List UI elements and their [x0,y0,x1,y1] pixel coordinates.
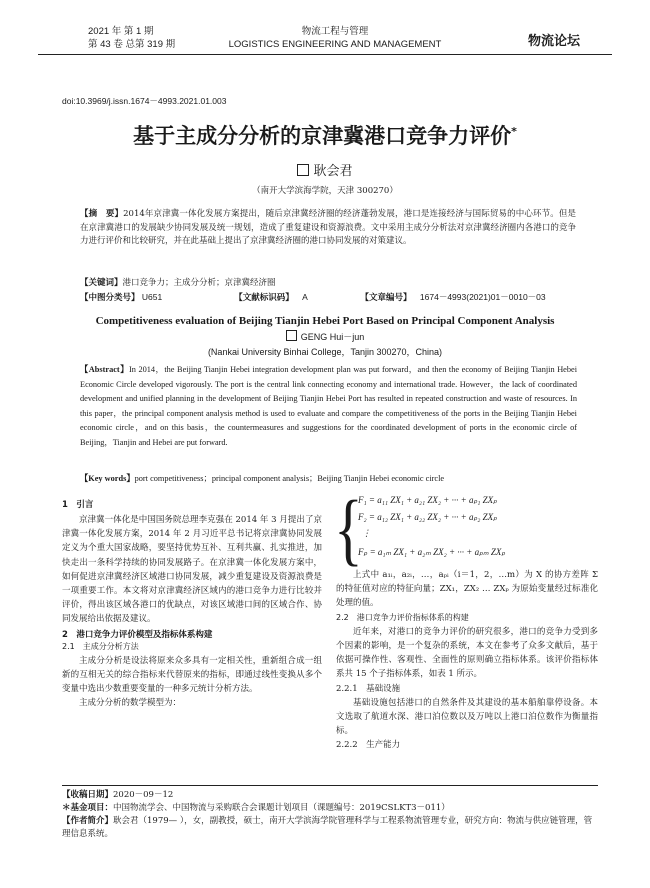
paper-title-en: Competitiveness evaluation of Beijing Tianjin Hebei Port Based on Principal Component Analysis [95,315,555,327]
abstract-cn [80,208,576,249]
paper-title-cn [0,120,650,150]
journal-name-cn: 物流工程与管理 [301,26,369,37]
section-2-1-model-intro: 主成分分析的数学模型为： [79,698,182,709]
received-label: 【收稿日期】 [62,790,114,800]
author-bio-label: 【作者简介】 [62,816,114,826]
section-2-2-1-title: 2.2.1 基础设施 [336,683,401,694]
keywords-cn [80,276,576,290]
author-en [0,330,650,343]
abstract-en-text: In 2014，the Beijing Tianjin Hebei integration development plan was put forward，and then the economy of Beijing Tianjin Hebei Economic Circle developed vigorously. The port is the central link connecting economy and international trade. However，the lack of coordinated development and unified planning in the development of Beijing Tianjin Hebei Port has resulted in repeated construction and waste of resources. In this paper，the principal component analysis method is used to evaluate and compare the competitiveness of the ports in the Beijing Tianjin Hebei economic circle，and on this basis，the countermeasures and suggestions for the coordinated development of ports in the economic circle of Beijing，Tianjin and Hebei are put forward. [80,365,578,447]
equation-dots: ⋮ [362,528,371,538]
journal-volume-number: 第 43 卷 总第 319 期 [88,39,176,50]
header-rule [38,54,612,55]
paper-title-text: 基于主成分分析的京津冀港口竞争力评价 [133,124,512,148]
affiliation-cn: （南开大学滨海学院，天津 300270） [252,186,398,196]
keywords-en [80,472,577,486]
received-value: 2020－09－12 [113,790,174,800]
footnotes [62,789,598,841]
section-2-1-paragraph: 主成分分析是设法将原来众多具有一定相关性，重新组合成一组新的互相无关的综合指标来代替原来的指标，即通过线性变换从多个变量中选出少数重要变量的一种多元统计分析方法。 [62,655,322,695]
classification-line [80,291,580,304]
article-no-label: 【文章编号】 [360,292,412,302]
equation-explanation: 上式中 a₁ᵢ，a₂ᵢ，…，aₚᵢ（i＝1，2，…m）为 X 的协方差阵 Σ 的特征值对应的特征向量；ZX₁，ZX₂ … ZXₚ 为原始变量经过标准化处理的值。 [336,570,598,609]
abstract-cn-text: 2014年京津冀一体化发展方案提出，随后京津冀经济圈的经济蓬勃发展，港口是连接经济与国际贸易的中心环节。但是在京津冀港口的发展缺少协同发展及统一规划，造成了重复建设和资源浪费。文中采用主成分分析法对京津冀经济圈内各港口的竞争力进行评价和比较研究，并在此基础上提出了京津冀经济圈的港口协同发展的对策建议。 [80,209,576,247]
keywords-en-text: port competitiveness；principal component analysis；Beijing Tianjin Hebei economic circle [134,474,445,483]
author-name-en: GENG Hui－jun [300,332,365,342]
keywords-cn-text: 港口竞争力；主成分分析；京津冀经济圈 [122,278,276,288]
section-1-paragraph: 京津冀一体化是中国国务院总理李克强在 2014 年 3 月提出了京津冀一体化发展方案，2014 年 2 月习近平总书记将京津冀协同发展定义为个重大国家战略，要坚持优势互补、互利共赢、扎实推进，加快走出一条科学持续的协同发展路子。在京津冀一体化发展方案中，如何促进京津冀经济区域港口协同发展，减少重复建设及资源浪费是一项重要工作。本文将对京津冀经济区域内的港口竞争力进行比较并评价，得出该区域各港口的优缺点，对该区域港口间的区域合作、协同发展给出依据及建议。 [62,515,322,625]
abstract-cn-label: 【摘 要】 [80,209,124,219]
clc-value: U651 [141,292,163,302]
section-2-2-1-paragraph: 基础设施包括港口的自然条件及其建设的基本船舶靠停设备。本文选取了航道水深、港口泊位数以及万吨以上港口泊位数作为衡量指标。 [336,697,598,737]
author-bio [62,815,598,841]
author-cn [0,160,650,179]
keywords-cn-label: 【关键词】 [80,278,123,288]
equation-brace: { [334,483,363,574]
author-name-cn: 耿会君 [313,164,353,179]
clc-label: 【中图分类号】 [80,292,140,302]
author-bio-value: 耿会君（1979— ），女，副教授，硕士，南开大学滨海学院管理科学与工程系物流管理专业，研究方向：物流与供应链管理，管理信息系统。 [62,816,593,839]
article-no-value: 1674－4993(2021)01－0010－03 [419,292,546,302]
right-column [334,483,598,753]
doc-code-label: 【文献标识码】 [234,292,294,302]
column-name: 物流论坛 [528,34,581,49]
section-2-1-title: 2.1 主成分分析方法 [62,641,139,651]
title-footnote-mark: * [511,125,517,138]
abstract-en [80,363,577,451]
journal-year-issue: 2021 年 第 1 期 [88,26,154,37]
section-2-2-2-title: 2.2.2 生产能力 [336,740,401,751]
section-2-title: 2 港口竞争力评价模型及指标体系构建 [62,629,213,640]
doc-code-value: A [302,292,308,302]
section-2-2-paragraph: 近年来，对港口的竞争力评价的研究很多，港口的竞争力受到多个因素的影响，是一个复杂的系统，本文在参考了众多文献后，基于依据可操作性、客观性、全面性的原则确立指标体系。该评价指标体系共 15 个子指标体系，如表 1 所示。 [336,626,598,680]
pca-equation-system [334,483,598,574]
section-2-2-title: 2.2 港口竞争力评价指标体系的构建 [336,612,469,622]
equation-1: F₁ = a₁₁ ZX₁ + a₂₁ ZX₂ + ··· + aₚ₁ ZXₚ [358,495,498,505]
abstract-en-label: 【Abstract】 [80,365,129,374]
fund-info [62,802,598,815]
fund-label: ＊基金项目： [62,803,114,813]
author-en-box-icon [286,330,297,341]
equation-3: Fₚ = a₁ₘ ZX₁ + a₂ₘ ZX₂ + ··· + aₚₘ ZXₚ [358,547,506,557]
fund-value: 中国物流学会、中国物流与采购联合会课题计划项目（课题编号：2019CSLKT3－011） [113,803,450,813]
doi: doi:10.3969/j.issn.1674－4993.2021.01.003 [62,96,227,106]
keywords-en-label: 【Key words】 [80,474,135,483]
footnote-rule [62,785,598,786]
author-box-icon [297,164,309,176]
section-1-title: 1 引言 [62,500,94,510]
equation-2: F₂ = a₁₂ ZX₁ + a₂₂ ZX₂ + ··· + aₚ₂ ZXₚ [358,512,498,522]
journal-name-en: LOGISTICS ENGINEERING AND MANAGEMENT [228,39,442,50]
affiliation-en: (Nankai University Binhai College，Tanjin 300270，China) [207,347,443,357]
received-date [62,789,598,802]
left-column [62,498,322,711]
